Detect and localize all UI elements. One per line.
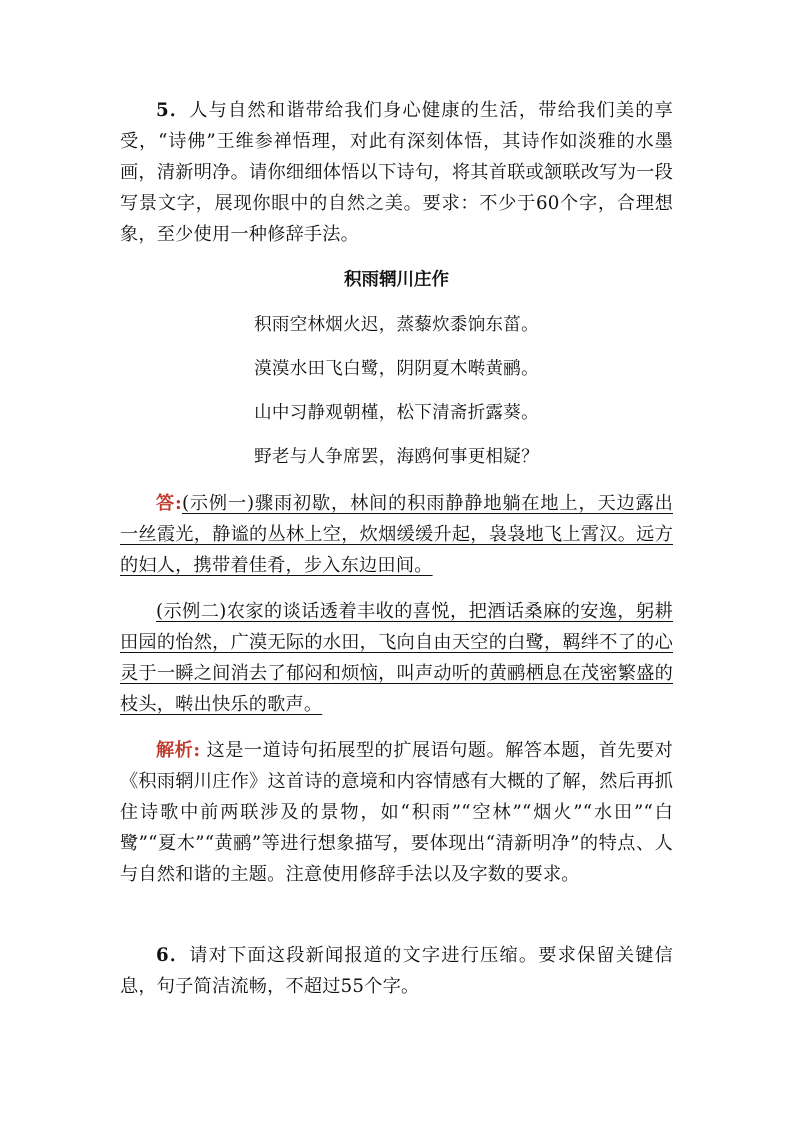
answer-example-2 — [120, 596, 673, 720]
answer-label: 答: — [156, 493, 182, 514]
question-6-number: 6． — [156, 945, 190, 966]
question-6 — [120, 940, 673, 1002]
question-5-number: 5． — [156, 100, 190, 121]
analysis-label: 解析: — [156, 740, 201, 761]
answer-example-1 — [120, 488, 673, 581]
poem-line: 积雨空林烟火迟，蒸藜炊黍饷东菑。 — [254, 315, 539, 335]
poem-line: 山中习静观朝槿，松下清斋折露葵。 — [254, 403, 539, 423]
analysis — [120, 735, 673, 890]
poem-line: 野老与人争席罢，海鸥何事更相疑？ — [254, 447, 539, 467]
poem-title: 积雨辋川庄作 — [344, 270, 449, 290]
analysis-text: 这是一道诗句拓展型的扩展语句题。解答本题，首先要对《积雨辋川庄作》这首诗的意境和内容情感有大概的了解，然后再抓住诗歌中前两联涉及的景物，如“积雨”“空林”“烟火”“水田”“白鹭”“夏木”“黄鹂”等进行想象描写，要体现出“清新明净”的特点、人与自然和谐的主题。注意使用修辞手法以及字数的要求。 — [120, 740, 673, 885]
question-6-text: 请对下面这段新闻报道的文字进行压缩。要求保留关键信息，句子简洁流畅，不超过55个字。 — [120, 945, 673, 997]
question-5-text: 人与自然和谐带给我们身心健康的生活，带给我们美的享受，“诗佛”王维参禅悟理，对此有深刻体悟，其诗作如淡雅的水墨画，清新明净。请你细细体悟以下诗句，将其首联或颔联改写为一段写景文字，展现你眼中的自然之美。要求：不少于60个字，合理想象，至少使用一种修辞手法。 — [120, 100, 673, 245]
answer-example-2-text: (示例二)农家的谈话透着丰收的喜悦，把酒话桑麻的安逸，躬耕田园的怡然，广漠无际的水田，飞向自由天空的白鹭，羁绊不了的心灵于一瞬之间消去了郁闷和烦恼，叫声动听的黄鹂栖息在茂密繁盛的枝头，啭出快乐的歌声。 — [120, 601, 673, 715]
question-5 — [120, 95, 673, 250]
poem-line: 漠漠水田飞白鹭，阴阴夏木啭黄鹂。 — [254, 359, 539, 379]
answer-example-1-text: (示例一)骤雨初歇，林间的积雨静静地躺在地上，天边露出一丝霞光，静谧的丛林上空，炊烟缓缓升起，袅袅地飞上霄汉。远方的妇人，携带着佳肴，步入东边田间。 — [120, 493, 673, 576]
